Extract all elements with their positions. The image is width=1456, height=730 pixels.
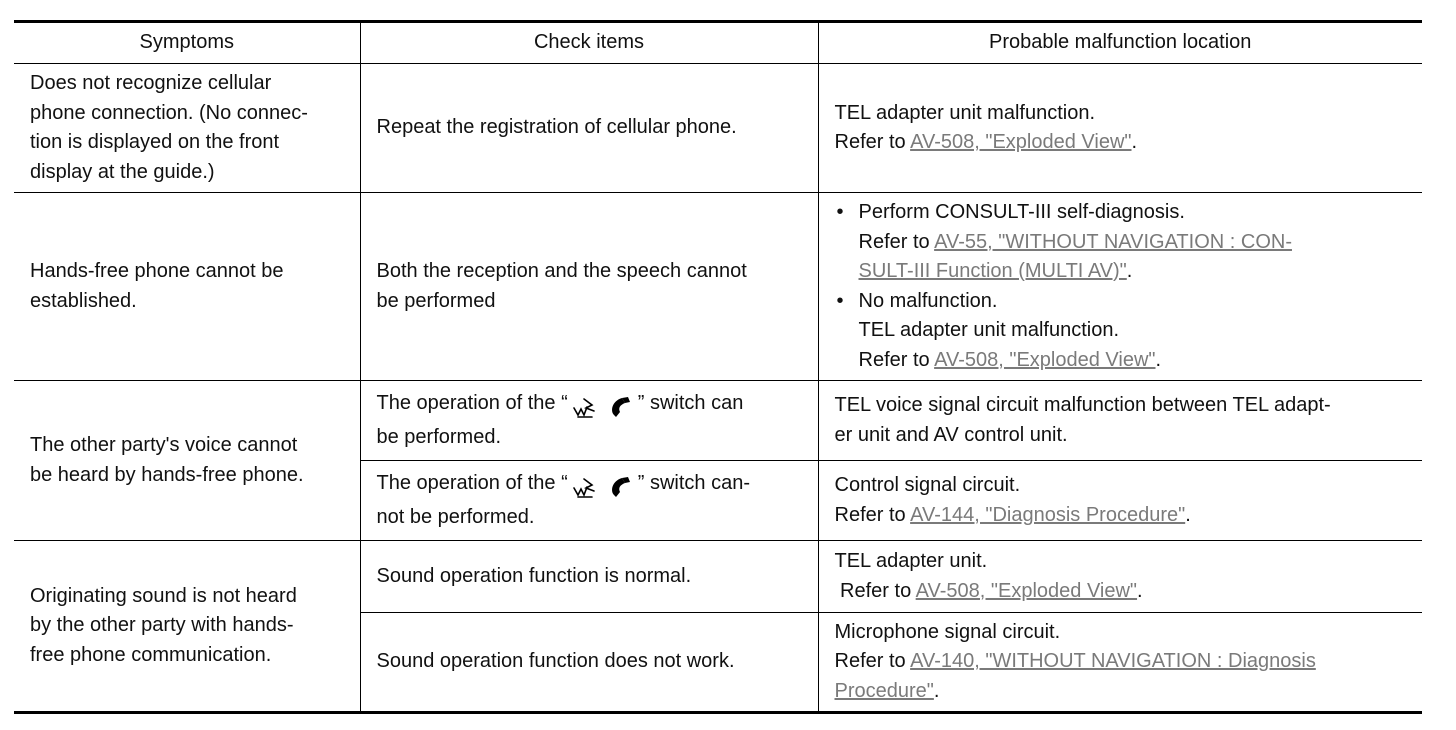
reference-link[interactable]: AV-55, "WITHOUT NAVIGATION : CON- — [934, 230, 1292, 253]
check-line: be performed — [376, 289, 496, 312]
symptom-line: free phone communication. — [30, 643, 272, 666]
check-suffix: ” switch can- — [637, 472, 750, 494]
header-row — [14, 22, 1422, 64]
header-check-items: Check items — [360, 22, 818, 64]
check-cell — [360, 193, 818, 381]
bullet-text: • Perform CONSULT-III self-diagnosis. — [858, 201, 1185, 223]
table-row — [14, 541, 1422, 613]
refer-line — [835, 577, 1417, 607]
diagnosis-table — [14, 20, 1422, 714]
refer-prefix: Refer to — [834, 131, 911, 153]
location-text: TEL adapter unit. — [834, 550, 988, 572]
refer-line — [859, 257, 1417, 287]
location-text: TEL adapter unit malfunction. — [834, 101, 1096, 124]
symptom-line: be heard by hands-free phone. — [30, 463, 304, 486]
symptom-line: Hands-free phone cannot be — [30, 260, 284, 282]
check-prefix: The operation of the “ — [376, 472, 568, 494]
symptom-line: established. — [30, 289, 137, 312]
check-line: not be performed. — [376, 505, 535, 528]
check-line — [377, 469, 804, 503]
symptom-line: phone connection. (No connec- — [30, 101, 308, 124]
location-text: er unit and AV control unit. — [834, 423, 1068, 446]
reference-link[interactable]: AV-144, "Diagnosis Procedure" — [910, 503, 1186, 526]
list-item — [835, 287, 1417, 376]
symptom-line: display at the guide.) — [30, 160, 215, 183]
refer-suffix: . — [1185, 503, 1191, 526]
location-cell — [818, 613, 1422, 713]
check-line — [377, 389, 804, 423]
table-row — [14, 381, 1422, 461]
refer-line — [859, 228, 1417, 258]
location-cell — [818, 541, 1422, 613]
check-cell — [360, 461, 818, 541]
table-row — [14, 193, 1422, 381]
location-text: TEL voice signal circuit malfunction between TEL adapt- — [834, 394, 1331, 416]
check-line: Both the reception and the speech cannot — [376, 260, 747, 282]
symptom-line: Does not recognize cellular — [30, 72, 272, 94]
location-cell — [818, 64, 1422, 193]
check-text: Sound operation function is normal. — [376, 564, 692, 587]
reference-link[interactable]: AV-508, "Exploded View" — [934, 348, 1156, 371]
refer-line — [835, 501, 1417, 531]
symptom-cell — [14, 381, 360, 541]
symptom-line: The other party's voice cannot — [30, 434, 298, 456]
location-cell — [818, 193, 1422, 381]
phone-voice-switch-icon — [570, 393, 636, 423]
bullet-text: • No malfunction. — [858, 289, 998, 312]
symptom-cell — [14, 541, 360, 713]
refer-line — [859, 346, 1417, 376]
symptom-line: tion is displayed on the front — [30, 131, 280, 153]
refer-prefix: Refer to — [834, 579, 916, 602]
refer-suffix: . — [1126, 260, 1133, 282]
symptom-cell — [14, 64, 360, 193]
refer-line — [835, 677, 1417, 707]
reference-link-continued[interactable]: Procedure" — [834, 679, 934, 702]
reference-link[interactable]: AV-508, "Exploded View" — [915, 579, 1138, 602]
header-probable-location: Probable malfunction location — [818, 22, 1422, 64]
location-bullet-list — [835, 198, 1417, 375]
location-text: Microphone signal circuit. — [834, 620, 1061, 643]
refer-suffix: . — [933, 679, 940, 702]
reference-link[interactable]: AV-508, "Exploded View" — [910, 131, 1132, 153]
check-cell — [360, 381, 818, 461]
refer-prefix: Refer to — [834, 650, 911, 673]
symptom-line: by the other party with hands- — [30, 614, 294, 637]
refer-line — [835, 128, 1417, 158]
check-text: Repeat the registration of cellular phone. — [376, 116, 737, 139]
check-cell — [360, 541, 818, 613]
location-text: Control signal circuit. — [834, 474, 1021, 496]
check-cell — [360, 613, 818, 713]
refer-line — [835, 647, 1417, 677]
refer-suffix: . — [1131, 131, 1138, 153]
table-row — [14, 64, 1422, 193]
check-prefix: The operation of the “ — [376, 392, 568, 414]
reference-link-continued[interactable]: SULT-III Function (MULTI AV)" — [858, 260, 1127, 282]
list-item — [835, 198, 1417, 287]
phone-voice-switch-icon — [570, 473, 636, 503]
refer-suffix: . — [1155, 348, 1162, 371]
check-cell — [360, 64, 818, 193]
symptom-line: Originating sound is not heard — [30, 584, 297, 607]
symptom-cell — [14, 193, 360, 381]
refer-prefix: Refer to — [834, 503, 911, 526]
location-cell — [818, 461, 1422, 541]
header-symptoms: Symptoms — [14, 22, 360, 64]
check-line: be performed. — [376, 425, 502, 448]
refer-prefix: Refer to — [858, 348, 935, 371]
check-text: Sound operation function does not work. — [376, 650, 735, 673]
refer-suffix: . — [1137, 579, 1143, 602]
refer-prefix: Refer to — [858, 230, 935, 253]
location-cell — [818, 381, 1422, 461]
check-suffix: ” switch can — [637, 392, 744, 414]
location-text: TEL adapter unit malfunction. — [858, 319, 1120, 341]
reference-link[interactable]: AV-140, "WITHOUT NAVIGATION : Diagnosis — [910, 650, 1316, 673]
